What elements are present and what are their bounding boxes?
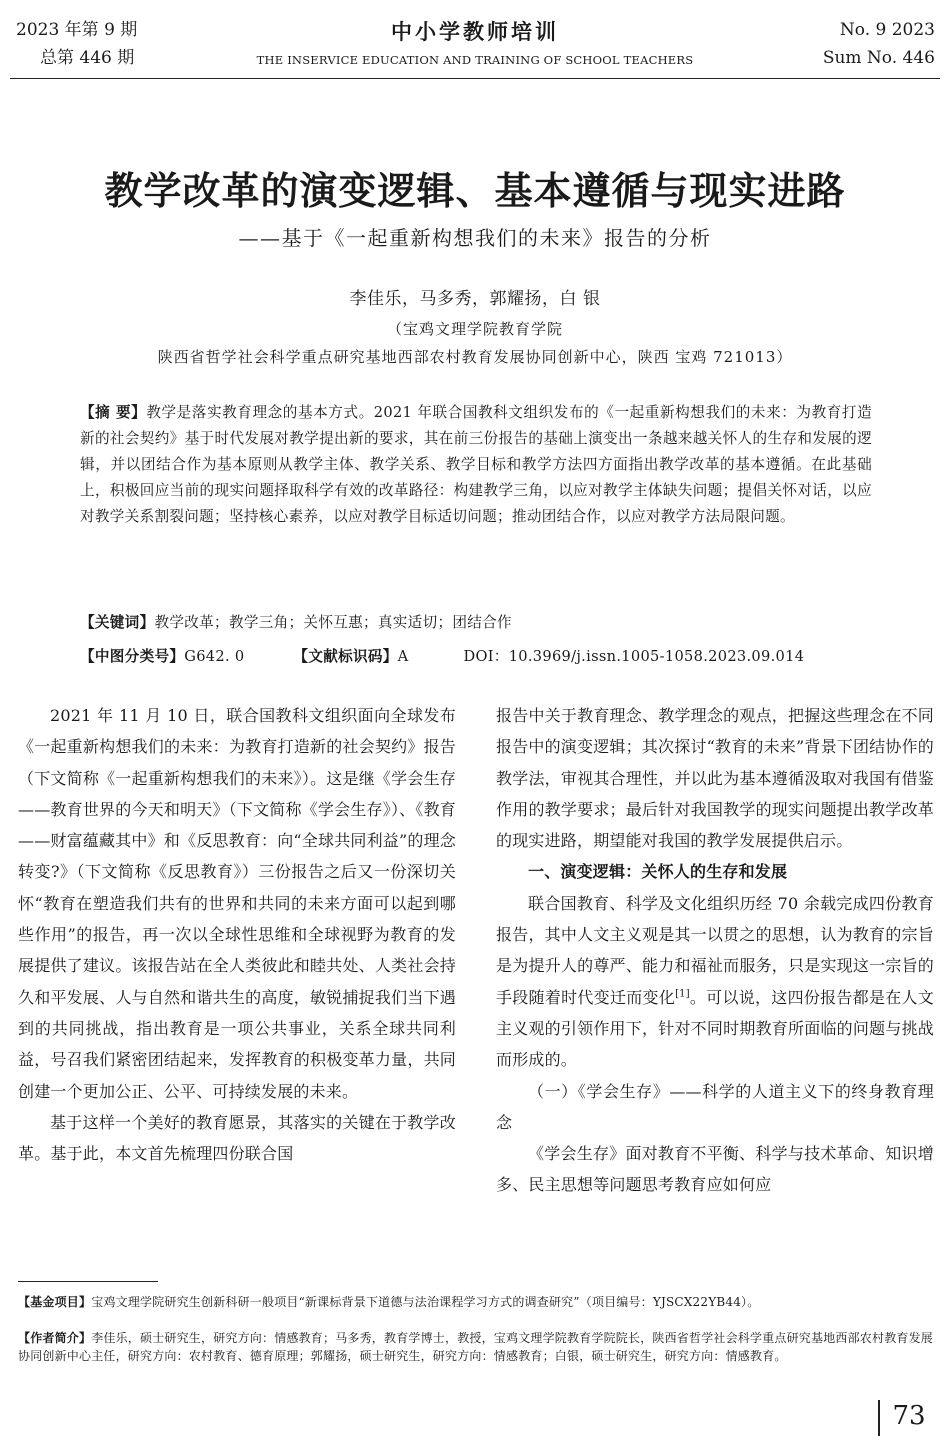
header-issue-en: No. 9 2023 [839, 20, 935, 40]
article-subtitle: ——基于《一起重新构想我们的未来》报告的分析 [238, 226, 712, 250]
paragraph [496, 888, 934, 1076]
footnote-rule [18, 1281, 158, 1282]
author-text: 李佳乐，硕士研究生，研究方向：情感教育；马多秀，教育学博士，教授，宝鸡文理学院教育学院院长，陕西省哲学社会科学重点研究基地西部农村教育发展协同创新中心主任，研究方向：农村教育、德育原理；郭耀扬，硕士研究生，研究方向：情感教育；白银，硕士研究生，研究方向：情感教育。 [18, 1331, 934, 1363]
keywords-line [80, 610, 872, 636]
header-sum-en: Sum No. 446 [822, 48, 935, 68]
doc-code-label: 【文献标识码】 [293, 648, 398, 665]
header-year-issue: 2023 年第 9 期 [16, 20, 138, 40]
right-column [496, 700, 934, 1201]
paragraph: 《学会生存》面对教育不平衡、科学与技术革命、知识增多、民主思想等问题思考教育应如何应 [496, 1144, 934, 1195]
paragraph-text: 联合国教育、科学及文化组织历经 70 余载完成四份教育报告，其中人文主义观是其一以贯之的思想，认为教育的宗旨是为提升人的尊严、能力和福祉而服务，只是实现这一宗旨的手段随着时代变迁而变化 [496, 893, 934, 1007]
doc-code: A [397, 648, 409, 665]
author-note [18, 1330, 934, 1365]
article-title: 教学改革的演变逻辑、基本遵循与现实进路 [104, 169, 846, 213]
classification-line [80, 644, 872, 670]
left-column [18, 700, 456, 1169]
article-authors: 李佳乐，马多秀，郭耀扬，白 银 [349, 289, 601, 309]
clc-label: 【中图分类号】 [80, 648, 185, 665]
header-rule [10, 78, 940, 79]
affiliation-line-2: 陕西省哲学社会科学重点研究基地西部农村教育发展协同创新中心，陕西 宝鸡 721013） [157, 348, 793, 366]
keywords-label: 【关键词】 [80, 614, 155, 631]
doi: DOI：10.3969/j.issn.1005-1058.2023.09.014 [463, 648, 805, 665]
abstract-label: 【摘 要】 [80, 404, 147, 421]
paragraph: 基于这样一个美好的教育愿景，其落实的关键在于教学改革。基于此，本文首先梳理四份联合国 [18, 1112, 456, 1164]
author-label: 【作者简介】 [18, 1331, 92, 1345]
paragraph: 报告中关于教育理念、教学理念的观点，把握这些理念在不同报告中的演变逻辑；其次探讨“教育的未来”背景下团结协作的教学法，审视其合理性，并以此为基本遵循汲取对我国有借鉴作用的教学要求；最后针对我国教学的现实问题提出教学改革的现实进路，期望能对我国的教学发展提供启示。 [496, 706, 934, 851]
fund-text: 宝鸡文理学院研究生创新科研一般项目“新课标背景下道德与法治课程学习方式的调查研究”（项目编号：YJSCX22YB44）。 [91, 1295, 760, 1309]
subsection-heading: （一）《学会生存》——科学的人道主义下的终身教育理念 [496, 1081, 934, 1132]
page-number: 73 [892, 1401, 926, 1431]
section-heading-1: 一、演变逻辑：关怀人的生存和发展 [528, 862, 788, 882]
header-total-issue: 总第 446 期 [40, 48, 135, 68]
abstract-text: 教学是落实教育理念的基本方式。2021 年联合国教科文组织发布的《一起重新构想我们的未来：为教育打造新的社会契约》基于时代发展对教学提出新的要求，其在前三份报告的基础上演变出一条越来越关怀人的生存和发展的逻辑，并以团结合作为基本原则从教学主体、教学关系、教学目标和教学方法四方面指出教学改革的基本遵循。在此基础上，积极回应当前的现实问题择取科学有效的改革路径：构建教学三角，以应对教学主体缺失问题；提倡关怀对话，以应对教学关系割裂问题；坚持核心素养，以应对教学目标适切问题；推动团结合作，以应对教学方法局限问题。 [80, 404, 872, 525]
clc-code: G642. 0 [184, 648, 245, 665]
paragraph: 2021 年 11 月 10 日，联合国教科文组织面向全球发布《一起重新构想我们的未来：为教育打造新的社会契约》报告（下文简称《一起重新构想我们的未来》）。这是继《学会生存——教育世界的今天和明天》（下文简称《学会生存》）、《教育——财富蕴藏其中》和《反思教育：向“全球共同利益”的理念转变?》（下文简称《反思教育》）三份报告之后又一份深切关怀“教育在塑造我们共有的世界和共同的未来方面可以起到哪些作用”的报告，再一次以全球性思维和全球视野为教育的发展提供了建议。该报告站在全人类彼此和睦共处、人类社会持久和平发展、人与自然和谐共生的高度，敏锐捕捉我们当下遇到的共同挑战，指出教育是一项公共事业，关系全球共同利益，号召我们紧密团结起来，发挥教育的积极变革力量，共同创建一个更加公正、公平、可持续发展的未来。 [18, 706, 456, 1101]
journal-title-en: THE INSERVICE EDUCATION AND TRAINING OF SCHOOL TEACHERS [256, 53, 694, 67]
citation-ref: [1] [675, 988, 690, 1000]
fund-note [18, 1294, 934, 1312]
paragraph-text: 。可以说，这四份报告都是在人文主义观的引领作用下，针对不同时期教育所面临的问题与挑战而形成的。 [496, 987, 934, 1070]
affiliation-line-1: （宝鸡文理学院教育学院 [386, 320, 563, 338]
fund-label: 【基金项目】 [18, 1295, 92, 1309]
keywords-text: 教学改革；教学三角；关怀互惠；真实适切；团结合作 [154, 614, 512, 631]
abstract [80, 400, 872, 530]
page-number-bar [878, 1400, 880, 1436]
journal-title-cn: 中小学教师培训 [391, 20, 559, 44]
